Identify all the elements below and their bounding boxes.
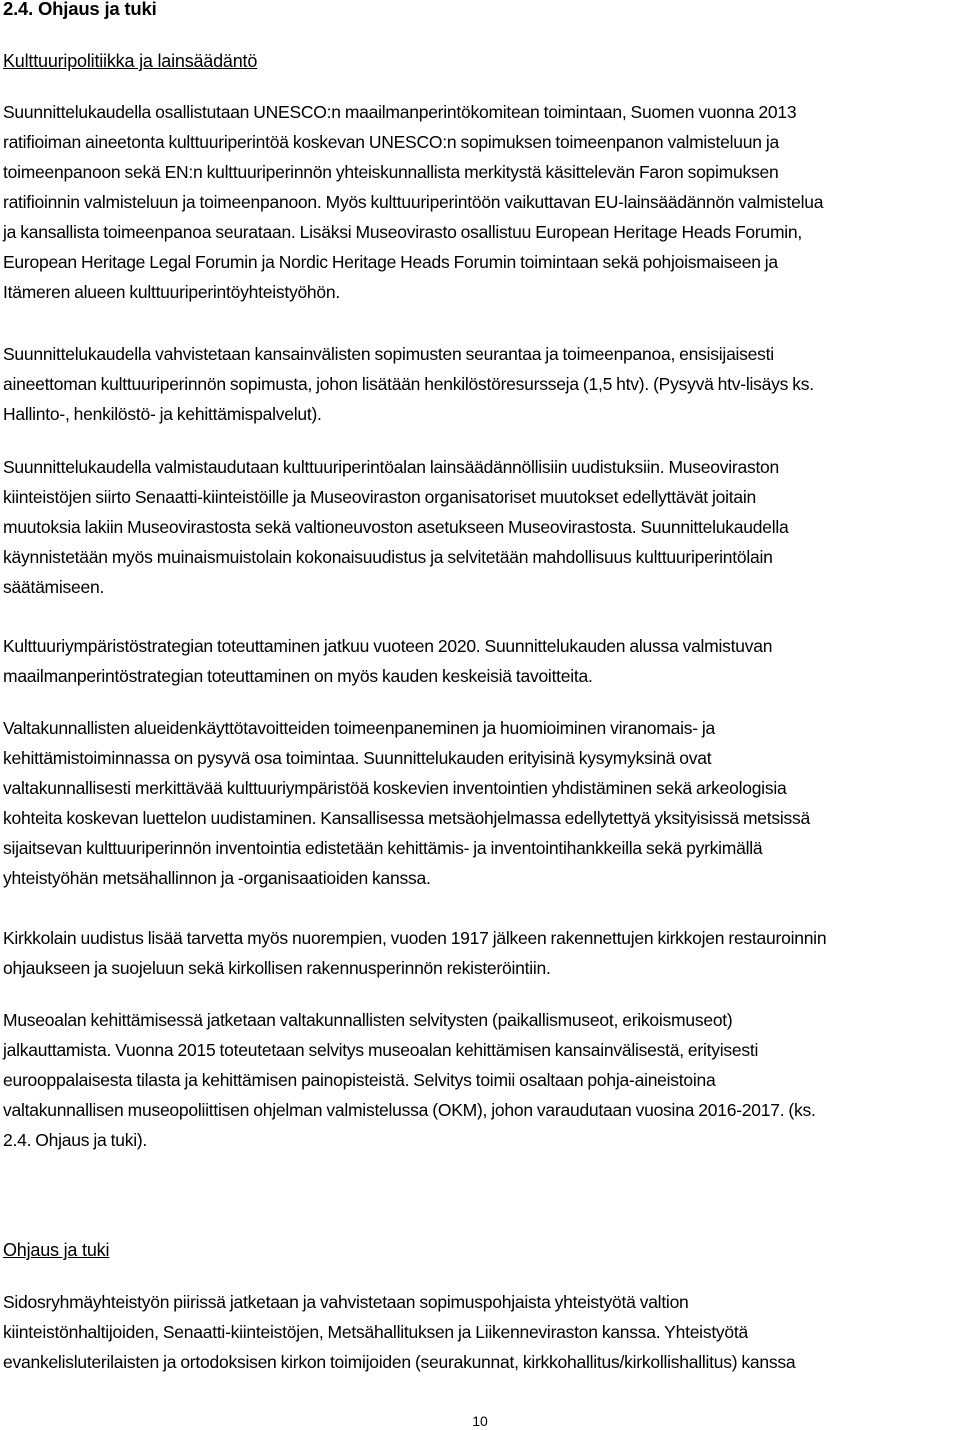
text-line: sijaitsevan kulttuuriperinnön inventointia edistetään kehittämis- ja inventointihankkeilla sekä pyrkimällä [3,838,763,858]
paragraph-strategy [3,631,772,691]
text-line: ja kansallista toimeenpanoa seurataan. Lisäksi Museovirasto osallistuu European Heritage Heads Forumin, [3,222,803,242]
subheading-kulttuuripolitiikka: Kulttuuripolitiikka ja lainsäädäntö [3,51,258,71]
text-line: muutoksia lakiin Museovirastosta sekä valtioneuvoston asetukseen Museovirastosta. Suunnittelukaudella [3,517,789,537]
paragraph-unesco [3,97,823,307]
text-line: evankelisluterilaisten ja ortodoksisen kirkon toimijoiden (seurakunnat, kirkkohallitus/kirkollishallitus) kanssa [3,1352,796,1372]
text-line: eurooppalaisesta tilasta ja kehittämisen painopisteistä. Selvitys toimii osaltaan pohja-aineistoina [3,1070,716,1090]
text-line: yhteistyöhän metsähallinnon ja -organisaatioiden kanssa. [3,868,431,888]
text-line: Kirkkolain uudistus lisää tarvetta myös nuorempien, vuoden 1917 jälkeen rakennettujen kirkkojen restauroinnin [3,928,827,948]
text-line: Hallinto-, henkilöstö- ja kehittämispalvelut). [3,404,322,424]
subheading-ohjaus-ja-tuki: Ohjaus ja tuki [3,1240,110,1260]
text-line: säätämiseen. [3,577,105,597]
text-line: kehittämistoiminnassa on pysyvä osa toimintaa. Suunnittelukauden erityisinä kysymyksinä ovat [3,748,712,768]
text-line: aineettoman kulttuuriperinnön sopimusta, johon lisätään henkilöstöresursseja (1,5 htv). (Pysyvä htv-lisäys ks. [3,374,814,394]
text-line: valtakunnallisesti merkittävää kulttuuriympäristöä koskevien inventointien yhdistäminen sekä arkeologisia [3,778,787,798]
text-line: kiinteistönhaltijoiden, Senaatti-kiinteistöjen, Metsähallituksen ja Liikenneviraston kanssa. Yhteistyötä [3,1322,749,1342]
text-line: Itämeren alueen kulttuuriperintöyhteistyöhön. [3,282,340,302]
text-line: valtakunnallisen museopoliittisen ohjelman valmistelussa (OKM), johon varaudutaan vuosina 2016-2017. (ks. [3,1100,816,1120]
text-line: Suunnittelukaudella vahvistetaan kansainvälisten sopimusten seurantaa ja toimeenpanoa, ensisijaisesti [3,344,774,364]
paragraph-legislation [3,452,788,602]
text-line: toimeenpanoon sekä EN:n kulttuuriperinnön yhteiskunnallista merkitystä käsittelevän Faron sopimuksen [3,162,779,182]
text-line: Kulttuuriympäristöstrategian toteuttaminen jatkuu vuoteen 2020. Suunnittelukauden alussa valmistuvan [3,636,773,656]
text-line: jalkauttamista. Vuonna 2015 toteutetaan selvitys museoalan kehittämisen kansainvälisestä, erityisesti [3,1040,759,1060]
text-line: kohteita koskevan luettelon uudistaminen. Kansallisessa metsäohjelmassa edellytettyä yksityisissä metsissä [3,808,810,828]
paragraph-museum-development [3,1005,816,1155]
paragraph-stakeholder-cooperation [3,1287,795,1377]
paragraph-church-law [3,923,826,983]
text-line: ohjaukseen ja suojeluun sekä kirkollisen rakennusperinnön rekisteröintiin. [3,958,551,978]
text-line: kiinteistöjen siirto Senaatti-kiinteistöille ja Museoviraston organisatoriset muutokset edellyttävät joitain [3,487,756,507]
text-line: käynnistetään myös muinaismuistolain kokonaisuudistus ja selvitetään mahdollisuus kulttuuriperintölain [3,547,773,567]
text-line: maailmanperintöstrategian toteuttaminen on myös kauden keskeisiä tavoitteita. [3,666,593,686]
text-line: Valtakunnallisten alueidenkäyttötavoitteiden toimeenpaneminen ja huomioiminen viranomais- ja [3,718,716,738]
text-line: European Heritage Legal Forumin ja Nordic Heritage Heads Forumin toimintaan sekä pohjoismaiseen ja [3,252,778,272]
text-line: Suunnittelukaudella osallistutaan UNESCO:n maailmanperintökomitean toimintaan, Suomen vuonna 2013 [3,102,797,122]
text-line: ratifioinnin valmisteluun ja toimeenpanoon. Myös kulttuuriperintöön vaikuttavan EU-lainsäädännön valmistelua [3,192,824,212]
section-heading: 2.4. Ohjaus ja tuki [3,0,157,19]
text-line: Sidosryhmäyhteistyön piirissä jatketaan ja vahvistetaan sopimuspohjaista yhteistyötä valtion [3,1292,689,1312]
text-line: ratifioiman aineetonta kulttuuriperintöä koskevan UNESCO:n sopimuksen toimeenpanon valmisteluun ja [3,132,779,152]
text-line: Museoalan kehittämisessä jatketaan valtakunnallisten selvitysten (paikallismuseot, erikoismuseot) [3,1010,733,1030]
text-line: Suunnittelukaudella valmistaudutaan kulttuuriperintöalan lainsäädännöllisiin uudistuksiin. Museoviraston [3,457,780,477]
paragraph-land-use [3,713,810,893]
page-number: 10 [472,1413,488,1429]
text-line: 2.4. Ohjaus ja tuki). [3,1130,148,1150]
paragraph-international-agreements [3,339,814,429]
